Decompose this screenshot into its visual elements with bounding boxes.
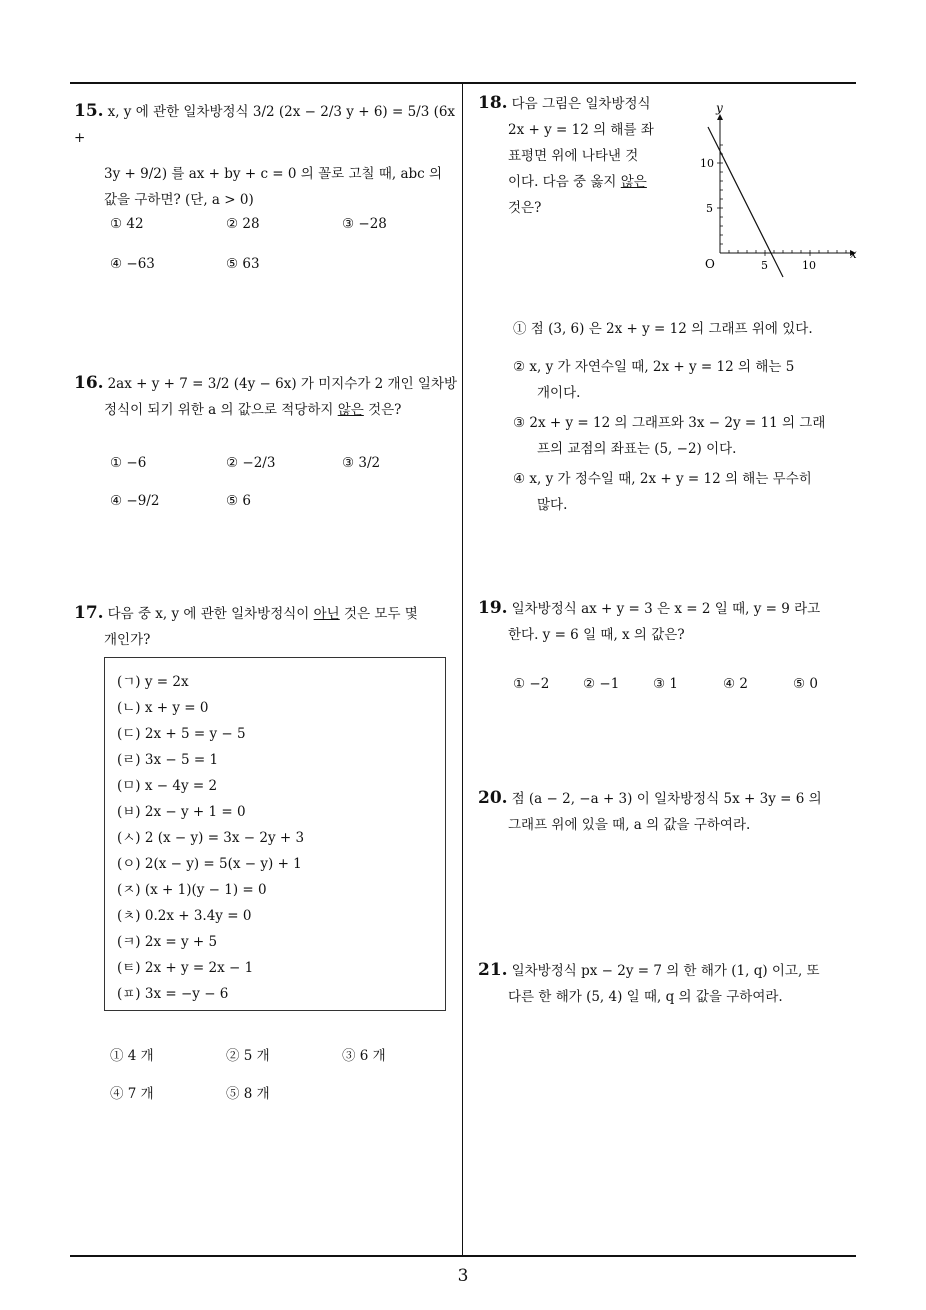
option-4[interactable]: ④ 7 개 [110, 1086, 154, 1102]
x-tick-label: 5 [761, 259, 768, 272]
question-stem: 3y + 9/2) 를 ax + by + c = 0 의 꼴로 고칠 때, abc 의 [104, 166, 443, 182]
option-2[interactable]: ② 5 개 [226, 1048, 270, 1064]
question-number: 21. [478, 960, 508, 980]
question-number: 18. [478, 93, 508, 113]
question-stem: 개인가? [104, 632, 151, 648]
option-2[interactable]: ② x, y 가 자연수일 때, 2x + y = 12 의 해는 5 [513, 359, 795, 375]
question-15 [74, 98, 459, 213]
page-number: 3 [457, 1266, 469, 1286]
option-3[interactable]: ③ 2x + y = 12 의 그래프와 3x − 2y = 11 의 그래 [513, 415, 826, 431]
equation-item: (ㅁ) x − 4y = 2 [117, 778, 218, 794]
option-2[interactable]: ② −1 [583, 676, 620, 692]
question-stem: 점 (a − 2, −a + 3) 이 일차방정식 5x + 3y = 6 의 [511, 791, 822, 807]
option-3-cont: 프의 교점의 좌표는 (5, −2) 이다. [537, 441, 737, 457]
question-number: 19. [478, 598, 508, 618]
equation-item: (ㅅ) 2 (x − y) = 3x − 2y + 3 [117, 830, 305, 846]
bottom-rule [70, 1255, 856, 1257]
equation-item: (ㅇ) 2(x − y) = 5(x − y) + 1 [117, 856, 302, 872]
question-stem: 표평면 위에 나타낸 것 [508, 148, 639, 164]
question-stem: 다음 그림은 일차방정식 [511, 96, 651, 112]
question-stem: 일차방정식 px − 2y = 7 의 한 해가 (1, q) 이고, 또 [511, 963, 820, 979]
y-tick-label: 10 [700, 157, 714, 170]
option-4[interactable]: ④ −9/2 [110, 493, 160, 509]
equation-item: (ㅈ) (x + 1)(y − 1) = 0 [117, 882, 267, 898]
equation-item: (ㄱ) y = 2x [117, 674, 189, 690]
question-stem: 것은? [508, 200, 542, 216]
equation-item: (ㄴ) x + y = 0 [117, 700, 209, 716]
option-4[interactable]: ④ x, y 가 정수일 때, 2x + y = 12 의 해는 무수히 [513, 471, 812, 487]
equation-item: (ㄷ) 2x + 5 = y − 5 [117, 726, 246, 742]
question-number: 16. [74, 373, 104, 393]
question-stem: 정식이 되기 위한 a 의 값으로 적당하지 [104, 402, 338, 418]
equation-item: (ㅋ) 2x = y + 5 [117, 934, 218, 950]
question-19 [478, 595, 863, 648]
question-16 [74, 370, 459, 423]
option-4[interactable]: ④ −63 [110, 256, 155, 272]
question-stem: 다른 한 해가 (5, 4) 일 때, q 의 값을 구하여라. [508, 989, 783, 1005]
question-number: 20. [478, 788, 508, 808]
emphasis-underline: 아닌 [313, 606, 340, 622]
question-number: 15. [74, 101, 104, 121]
option-3[interactable]: ③ 6 개 [342, 1048, 386, 1064]
question-17 [74, 600, 459, 653]
question-21 [478, 957, 863, 1010]
question-stem: 그래프 위에 있을 때, a 의 값을 구하여라. [508, 817, 751, 833]
option-1[interactable]: ① 점 (3, 6) 은 2x + y = 12 의 그래프 위에 있다. [513, 321, 813, 337]
emphasis-underline: 않은 [337, 402, 364, 418]
option-3[interactable]: ③ 3/2 [342, 455, 381, 471]
option-5[interactable]: ⑤ 6 [226, 493, 251, 509]
option-2-cont: 개이다. [537, 385, 581, 401]
question-number: 17. [74, 603, 104, 623]
question-stem: 이다. 다음 중 옳지 [508, 174, 621, 190]
equation-item: (ㅍ) 3x = −y − 6 [117, 986, 229, 1002]
equation-list-box [104, 657, 446, 1011]
option-3[interactable]: ③ 1 [653, 676, 678, 692]
question-18 [478, 90, 678, 221]
question-stem: 값을 구하면? (단, a > 0) [104, 192, 254, 208]
option-1[interactable]: ① 42 [110, 216, 144, 232]
option-5[interactable]: ⑤ 8 개 [226, 1086, 270, 1102]
question-stem: 한다. y = 6 일 때, x 의 값은? [508, 627, 685, 643]
top-rule [70, 82, 856, 84]
origin-label: O [705, 257, 715, 271]
question-stem: 것은 모두 몇 [339, 606, 418, 622]
option-2[interactable]: ② 28 [226, 216, 260, 232]
equation-item: (ㅌ) 2x + y = 2x − 1 [117, 960, 254, 976]
equation-item: (ㅊ) 0.2x + 3.4y = 0 [117, 908, 252, 924]
question-stem: 다음 중 x, y 에 관한 일차방정식이 [107, 606, 314, 622]
question-stem: 일차방정식 ax + y = 3 은 x = 2 일 때, y = 9 라고 [511, 601, 821, 617]
question-20 [478, 785, 863, 838]
option-5[interactable]: ⑤ 0 [793, 676, 818, 692]
option-1[interactable]: ① −6 [110, 455, 147, 471]
column-divider [462, 83, 463, 1256]
question-stem: 것은? [363, 402, 402, 418]
graph-line [708, 127, 783, 277]
option-2[interactable]: ② −2/3 [226, 455, 276, 471]
question-stem: 2x + y = 12 의 해를 좌 [508, 122, 654, 138]
y-axis-label: y [716, 101, 723, 115]
option-1[interactable]: ① 4 개 [110, 1048, 154, 1064]
emphasis-underline: 않은 [620, 174, 647, 190]
option-4-cont: 많다. [537, 497, 568, 513]
equation-item: (ㄹ) 3x − 5 = 1 [117, 752, 219, 768]
x-axis-label: x [850, 247, 857, 261]
x-tick-label: 10 [802, 259, 816, 272]
equation-item: (ㅂ) 2x − y + 1 = 0 [117, 804, 246, 820]
option-5[interactable]: ⑤ 63 [226, 256, 260, 272]
option-4[interactable]: ④ 2 [723, 676, 748, 692]
question-stem: x, y 에 관한 일차방정식 3/2 (2x − 2/3 y + 6) = 5/3 (6x + [74, 104, 456, 146]
y-tick-label: 5 [706, 202, 713, 215]
option-3[interactable]: ③ −28 [342, 216, 387, 232]
question-stem: 2ax + y + 7 = 3/2 (4y − 6x) 가 미지수가 2 개인 일차방 [107, 376, 458, 392]
option-1[interactable]: ① −2 [513, 676, 550, 692]
coordinate-graph [690, 98, 860, 278]
